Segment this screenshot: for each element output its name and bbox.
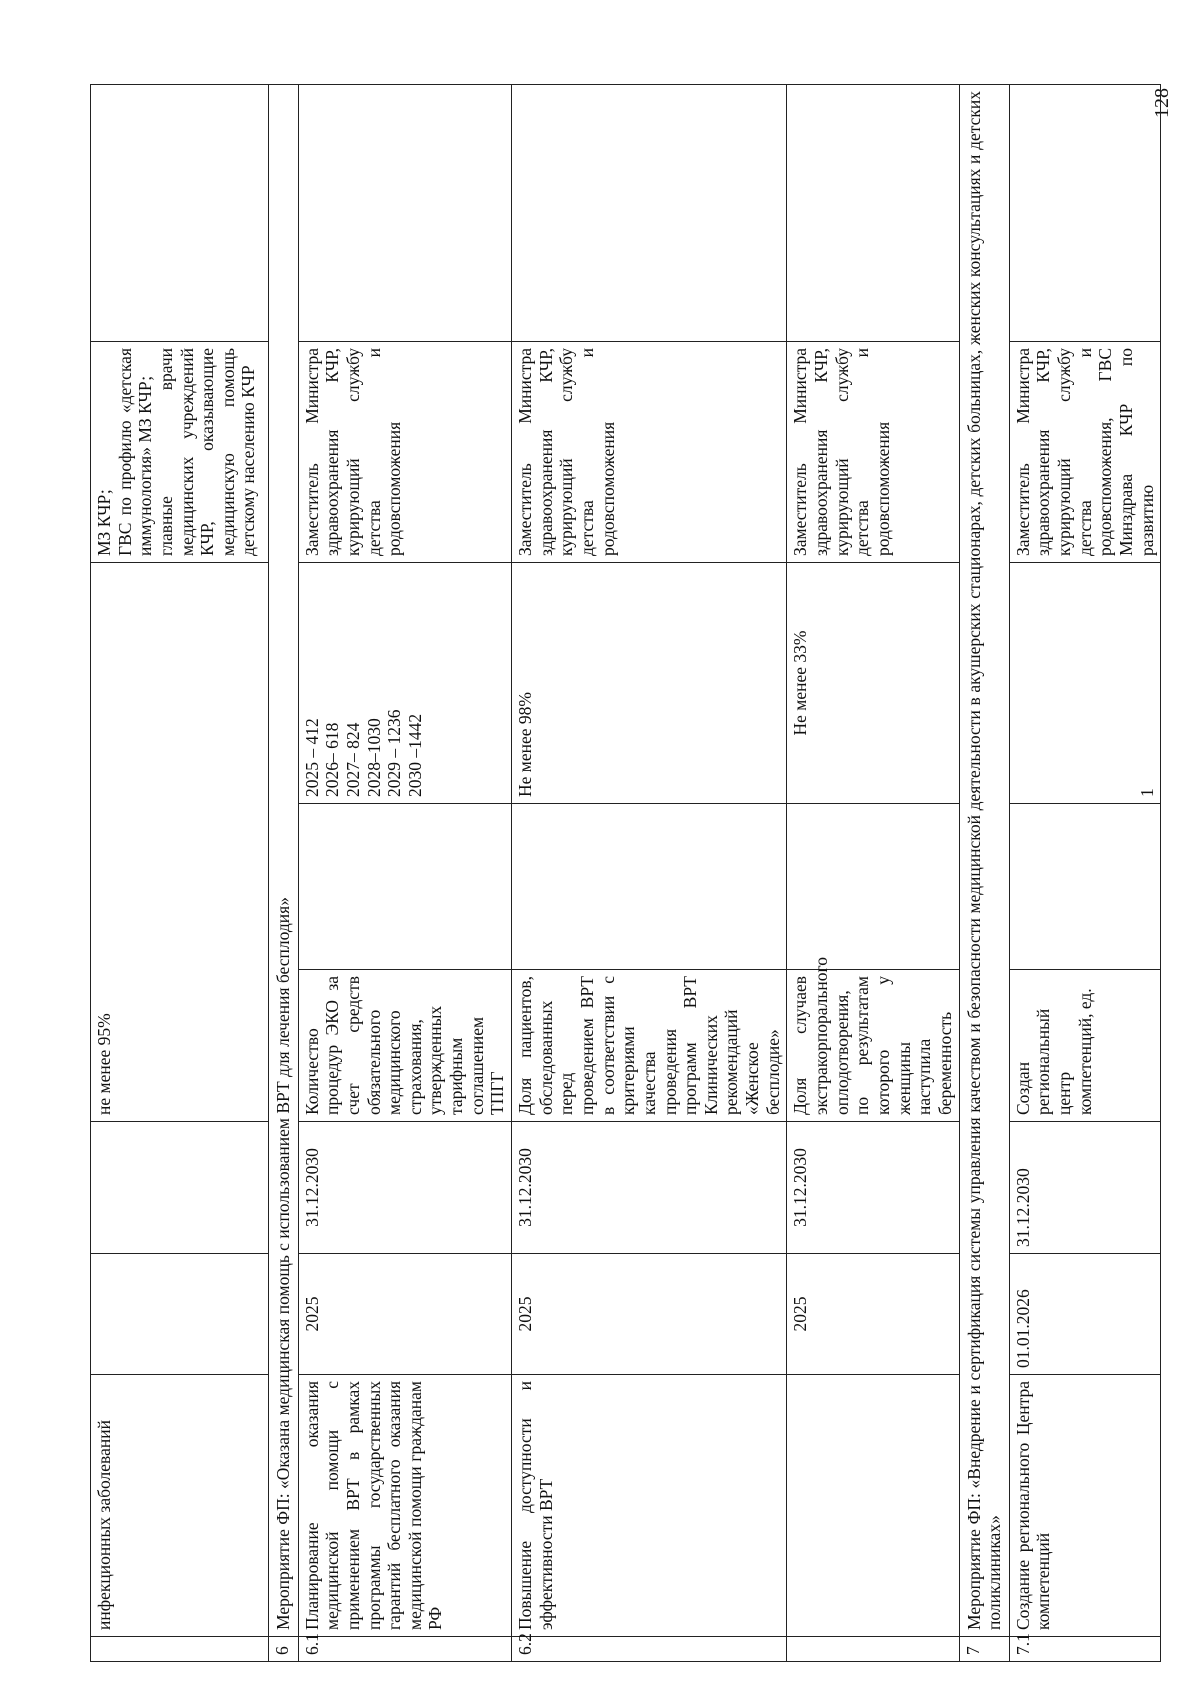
activities-table — [90, 84, 1161, 1662]
empty-cell — [1009, 85, 1160, 342]
activity-name: инфекционных заболеваний — [91, 1375, 269, 1637]
indicator: Доля случаев экстракорпорального оплодотворения, по результатам которого у женщины наступила беременность — [787, 970, 959, 1122]
target-value: Не менее 98% — [512, 563, 787, 804]
start-date: 2025 — [512, 1254, 787, 1375]
row-number — [91, 1637, 269, 1662]
empty-cell — [298, 804, 511, 970]
responsible: Заместитель Министра здравоохранения КЧР, курирующий службу детства и родовспоможения — [512, 342, 787, 563]
row-number: 6.1 — [298, 1637, 511, 1662]
indicator: Количество процедур ЭКО за счет средств обязательного медицинского страхования, утвержденных тарифным соглашением ТПГГ — [298, 970, 511, 1122]
empty-cell — [91, 85, 269, 342]
responsible: Заместитель Министра здравоохранения КЧР, курирующий службу детства и родовспоможения — [298, 342, 511, 563]
indicator: Создан региональный центр компетенций, ед. — [1009, 970, 1160, 1122]
indicator: Доля пациентов, обследованных перед проведением ВРТ в соответствии с критериями качества проведения программ ВРТ Клинических рекомендаций «Женское бесплодие» — [512, 970, 787, 1122]
end-date: 31.12.2030 — [1009, 1122, 1160, 1254]
indicator-result: не менее 95% — [91, 563, 269, 1122]
target-value: 1 — [1009, 563, 1160, 804]
empty-cell — [787, 804, 959, 970]
start-date: 2025 — [298, 1254, 511, 1375]
start-date: 2025 — [787, 1254, 959, 1375]
target-value: Не менее 33% — [787, 563, 959, 804]
end-date: 31.12.2030 — [512, 1122, 787, 1254]
start-date: 01.01.2026 — [1009, 1254, 1160, 1375]
table-viewport — [90, 85, 1157, 1662]
activity-name — [787, 1375, 959, 1637]
empty-cell — [787, 85, 959, 342]
activity-name: Повышение доступности и эффективности ВРТ — [512, 1375, 787, 1637]
end-date: 31.12.2030 — [298, 1122, 511, 1254]
table-row — [91, 85, 269, 1662]
table-row — [512, 85, 787, 1662]
page-number: 128 — [1151, 88, 1173, 118]
rotated-table-wrapper — [90, 85, 1157, 1662]
row-number: 6.2 — [512, 1637, 787, 1662]
responsible: Заместитель Министра здравоохранения КЧР, курирующий службу детства и родовспоможения, ГВС Минздрава КЧР по развитию — [1009, 342, 1160, 563]
row-number: 7.1 — [1009, 1637, 1160, 1662]
empty-cell — [298, 85, 511, 342]
activity-name: Планирование оказания медицинской помощи с применением ВРТ в рамках программы государственных гарантий бесплатного оказания медицинской помощи гражданам РФ — [298, 1375, 511, 1637]
end-date — [91, 1122, 269, 1254]
start-date — [91, 1254, 269, 1375]
empty-cell — [512, 85, 787, 342]
responsible: МЗ КЧР; ГВС по профилю «детская иммунология» МЗ КЧР; главные врачи медицинских учреждений КЧР, оказывающие медицинскую помощь детскому населению КЧР — [91, 342, 269, 563]
table-row — [787, 85, 959, 1662]
empty-cell — [512, 804, 787, 970]
table-row — [1009, 85, 1160, 1662]
section-number: 6 — [269, 1637, 299, 1662]
table-row — [298, 85, 511, 1662]
section-number: 7 — [959, 1637, 1009, 1662]
activity-name: Создание регионального Центра компетенций — [1009, 1375, 1160, 1637]
empty-cell — [1009, 804, 1160, 970]
target-value: 2025 – 412 2026– 618 2027– 824 2028–1030 2029 – 1236 2030 –1442 — [298, 563, 511, 804]
section-row-6 — [269, 85, 299, 1662]
section-title: Мероприятие ФП: «Внедрение и сертификация системы управления качеством и безопасности медицинской деятельности в акушерских стационарах, детских больницах, женских консультациях и детских поликлиниках» — [959, 85, 1009, 1637]
section-row-7 — [959, 85, 1009, 1662]
section-title: Мероприятие ФП: «Оказана медицинская помощь с использованием ВРТ для лечения бесплодия» — [269, 85, 299, 1637]
responsible: Заместитель Министра здравоохранения КЧР, курирующий службу детства и родовспоможения — [787, 342, 959, 563]
row-number — [787, 1637, 959, 1662]
end-date: 31.12.2030 — [787, 1122, 959, 1254]
